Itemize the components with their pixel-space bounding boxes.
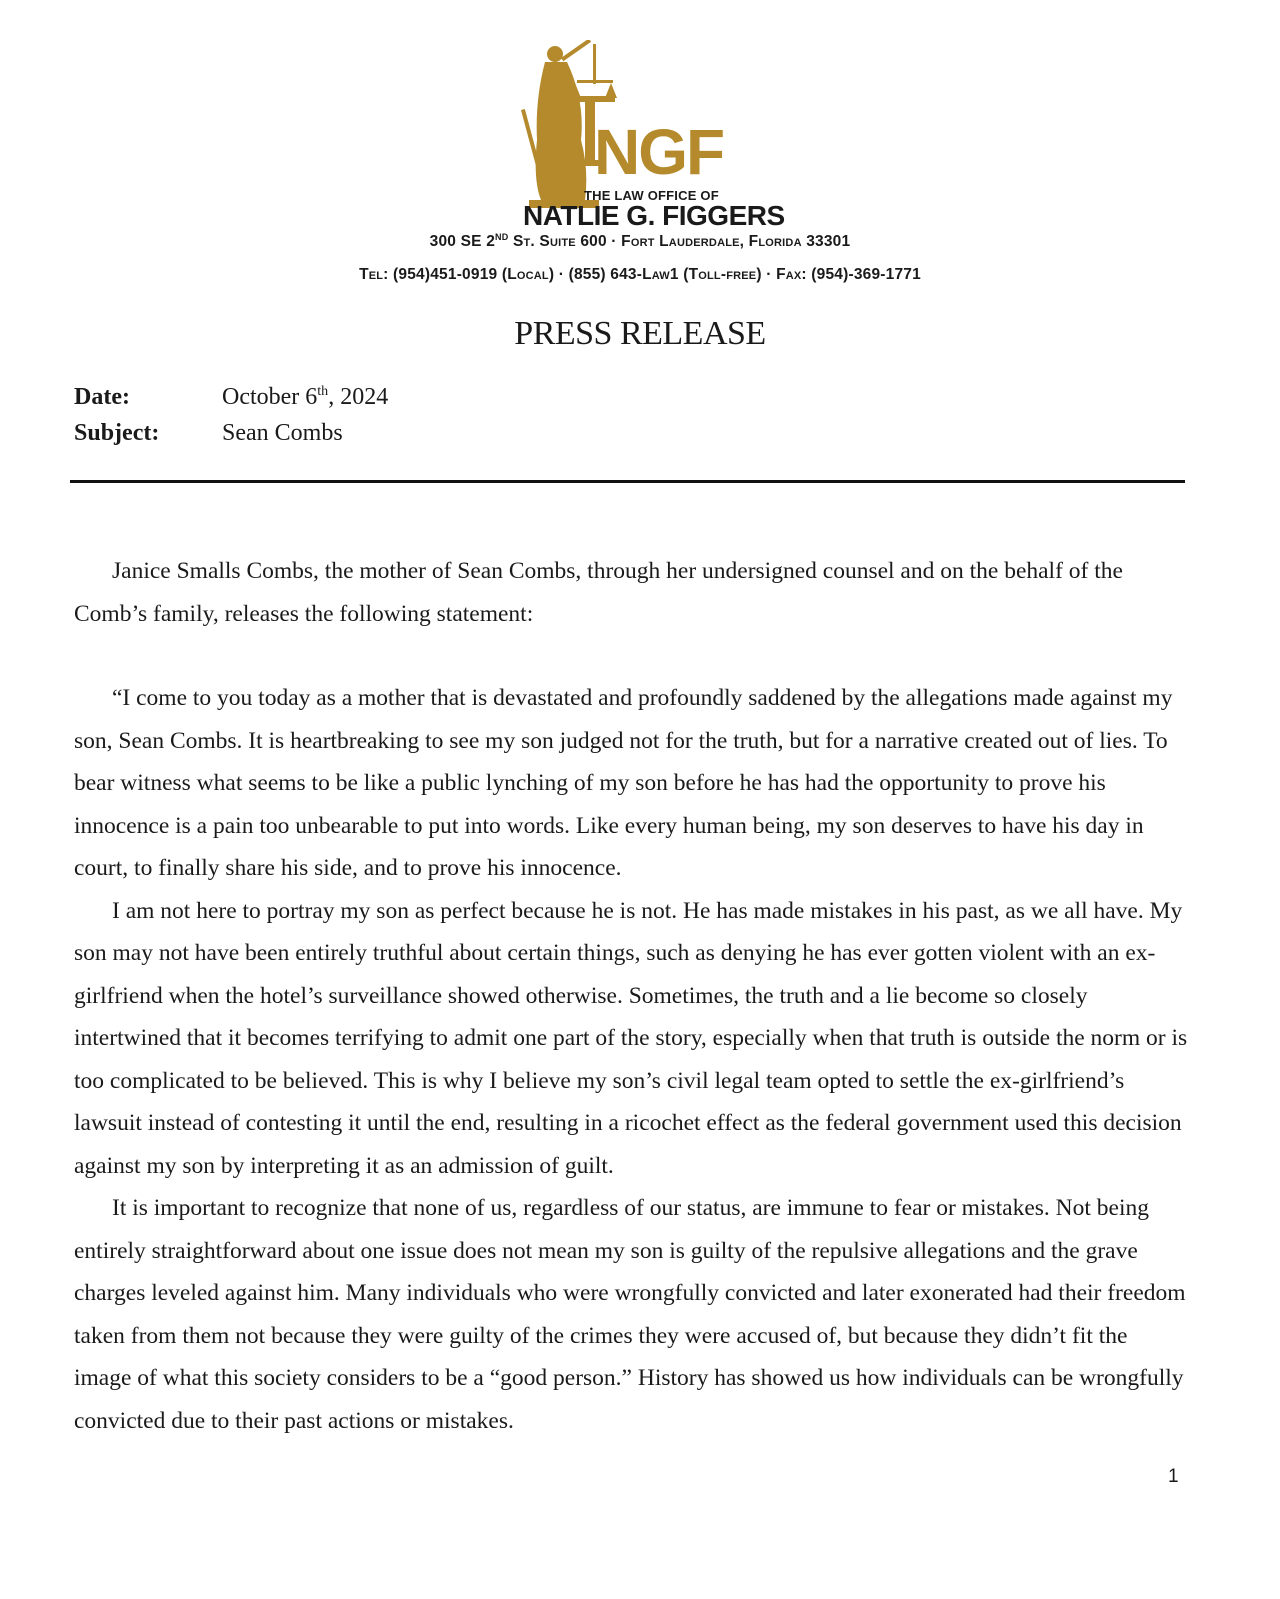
address-sup: ND: [495, 232, 509, 242]
document-title: PRESS RELEASE: [514, 315, 766, 352]
letterhead: [0, 40, 1280, 300]
logo-ngf-text: NGF: [594, 116, 724, 188]
date-sup: th: [317, 384, 329, 399]
address-rest: St. Suite 600 · Fort Lauderdale, Florida 33301: [508, 233, 851, 251]
firm-address: [0, 232, 1280, 251]
date-suffix: , 2024: [328, 384, 389, 410]
subject-value: Sean Combs: [222, 420, 343, 446]
logo-firm-name: NATLIE G. FIGGERS: [523, 200, 785, 231]
statement-paragraph-2: I am not here to portray my son as perfect because he is not. He has made mistakes in his past, as we all have. My son may not have been entirely truthful about certain things, such as denying he has ever gotten violent with an ex-girlfriend when the hotel’s surveillance showed otherwise. Sometimes, the truth and a lie become so closely intertwined that it becomes terrifying to admit one part of the story, especially when that truth is outside the norm or is too complicated to be believed. This is why I believe my son’s civil legal team opted to settle the ex-girlfriend’s lawsuit instead of contesting it until the end, resulting in a ricochet effect as the federal government used this decision against my son by interpreting it as an admission of guilt.: [74, 897, 1188, 1179]
date-label: Date:: [74, 384, 130, 410]
date-value: [222, 384, 388, 411]
subject-label: Subject:: [74, 420, 160, 446]
header-divider: [70, 480, 1185, 483]
page-number: 1: [1168, 1466, 1179, 1487]
address-prefix: 300 SE 2: [429, 233, 496, 251]
statement-paragraph-3: It is important to recognize that none of us, regardless of our status, are immune to fear or mistakes. Not being entirely straightforward about one issue does not mean my son is guilty of the repulsive allegations and the grave charges leveled against him. Many individuals who were wrongfully convicted and later exonerated had their freedom taken from them not because they were guilty of the crimes they were accused of, but because they didn’t fit the image of what this society considers to be a “good person.” History has showed us how individuals can be wrongfully convicted due to their past actions or mistakes.: [74, 1195, 1186, 1434]
date-prefix: October 6: [222, 384, 318, 410]
firm-contact: Tel: (954)451-0919 (Local) · (855) 643-Law1 (Toll-free) · Fax: (954)-369-1771: [359, 266, 921, 283]
statement-body: [74, 550, 1189, 1442]
intro-paragraph: Janice Smalls Combs, the mother of Sean Combs, through her undersigned counsel and on the behalf of the Comb’s family, releases the following statement:: [74, 558, 1123, 627]
logo-tagline: THE LAW OFFICE OF: [584, 188, 719, 203]
statement-paragraph-1: “I come to you today as a mother that is devastated and profoundly saddened by the allegations made against my son, Sean Combs. It is heartbreaking to see my son judged not for the truth, but for a narrative created out of lies. To bear witness what seems to be like a public lynching of my son before he has had the opportunity to prove his innocence is a pain too unbearable to put into words. Like every human being, my son deserves to have his day in court, to finally share his side, and to prove his innocence.: [74, 685, 1173, 881]
